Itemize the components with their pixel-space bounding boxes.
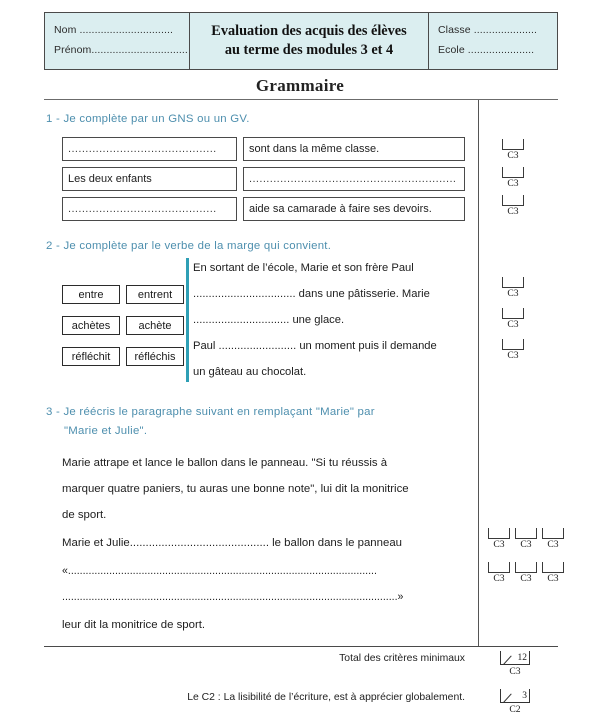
prenom-field-label[interactable]: Prénom................................ bbox=[54, 44, 188, 56]
exercise-1-row-1-right-text: sont dans la même classe. bbox=[249, 143, 380, 155]
exercise-2-mark-3[interactable] bbox=[501, 339, 525, 362]
exercise-1-mark-3-label: C3 bbox=[507, 206, 519, 217]
exercise-3-mark-r1c1-label: C3 bbox=[493, 539, 505, 550]
scoring-margin-divider bbox=[478, 100, 479, 647]
exercise-2-mark-2-label: C3 bbox=[507, 319, 519, 330]
exercise-3-number: 3 - bbox=[46, 406, 61, 418]
subject-title: Grammaire bbox=[255, 76, 345, 95]
exercise-2-text-line-3[interactable]: ............................... une glace. bbox=[193, 314, 345, 326]
exercise-2-number: 2 - bbox=[46, 240, 61, 252]
student-identity-table bbox=[44, 12, 558, 70]
total-criteria-label: Total des critères minimaux bbox=[339, 653, 465, 664]
score-bracket-icon bbox=[515, 562, 537, 573]
exercise-3-answer-line-1[interactable]: Marie et Julie............................................ le ballon dans le panneau bbox=[62, 537, 402, 549]
score-bracket-icon bbox=[502, 339, 524, 350]
exercise-2-instruction: Je complète par le verbe de la marge qui convient. bbox=[63, 240, 332, 252]
exercise-3-answer-line-4: leur dit la monitrice de sport. bbox=[62, 619, 206, 631]
exercise-3-heading bbox=[46, 404, 375, 421]
score-bracket-icon bbox=[502, 277, 524, 288]
exercise-1-row-1-left-text: ........................................... bbox=[68, 143, 217, 155]
exercise-3-mark-r1c2[interactable] bbox=[514, 528, 538, 551]
exercise-3-answer-line-3[interactable]: ..................................................................................................................» bbox=[62, 591, 404, 603]
exercise-2-text-line-1: En sortant de l’école, Marie et son frère Paul bbox=[193, 262, 414, 274]
c2-denominator: 3 bbox=[522, 691, 527, 701]
exercise-3-mark-r2c1[interactable] bbox=[487, 562, 511, 585]
exercise-1-mark-1[interactable] bbox=[501, 139, 525, 162]
exercise-3-mark-r2c2[interactable] bbox=[514, 562, 538, 585]
exercise-1-mark-2-label: C3 bbox=[507, 178, 519, 189]
c2-note-label: Le C2 : La lisibilité de l’écriture, est à apprécier globalement. bbox=[187, 692, 465, 703]
exercise-3-mark-r1c1[interactable] bbox=[487, 528, 511, 551]
exercise-1-row-2-left-text: Les deux enfants bbox=[68, 173, 152, 185]
footer-divider-rule bbox=[44, 646, 558, 647]
c2-score-box[interactable] bbox=[495, 689, 535, 716]
exercise-2-text-line-5: un gâteau au chocolat. bbox=[193, 366, 307, 378]
score-bracket-icon bbox=[515, 528, 537, 539]
verb-choice-reflechis[interactable]: réfléchis bbox=[126, 347, 184, 366]
exercise-1-number: 1 - bbox=[46, 113, 61, 125]
score-bracket-icon bbox=[502, 139, 524, 150]
score-bracket-icon bbox=[502, 195, 524, 206]
exercise-3-answer-line-2[interactable]: «......................................................................................................... bbox=[62, 565, 377, 577]
exercise-2-mark-3-label: C3 bbox=[507, 350, 519, 361]
exercise-3-mark-r1c2-label: C3 bbox=[520, 539, 532, 550]
exercise-1-row-3-left-text: ........................................... bbox=[68, 203, 217, 215]
exercise-2-text-line-2[interactable]: ................................. dans une pâtisserie. Marie bbox=[193, 288, 430, 300]
school-info-cell bbox=[429, 13, 557, 69]
student-name-cell bbox=[45, 13, 190, 69]
exercise-1-row-2-right-text: ............................................................ bbox=[249, 173, 457, 185]
ecole-field-label[interactable]: Ecole ...................... bbox=[438, 44, 535, 56]
score-bracket-icon bbox=[542, 562, 564, 573]
exercise-1-instruction: Je complète par un GNS ou un GV. bbox=[63, 113, 250, 125]
exercise-3-mark-r2c3-label: C3 bbox=[547, 573, 559, 584]
exercise-1-mark-1-label: C3 bbox=[507, 150, 519, 161]
exercise-3-instruction-line1: Je réécris le paragraphe suivant en remplaçant "Marie" par bbox=[63, 406, 375, 418]
exercise-3-mark-r2c3[interactable] bbox=[541, 562, 565, 585]
exercise-1-mark-2[interactable] bbox=[501, 167, 525, 190]
exercise-1-row-2-left bbox=[62, 167, 237, 191]
verb-choice-achetes[interactable]: achètes bbox=[62, 316, 120, 335]
verb-choice-entre[interactable]: entre bbox=[62, 285, 120, 304]
exercise-1-mark-3[interactable] bbox=[501, 195, 525, 218]
exercise-2-accent-bar bbox=[186, 258, 189, 382]
score-slash-icon bbox=[500, 689, 530, 703]
verb-choice-entrent[interactable]: entrent bbox=[126, 285, 184, 304]
exercise-1-heading bbox=[46, 111, 250, 128]
c2-criterion-label: C2 bbox=[509, 704, 521, 715]
header-divider-rule bbox=[44, 99, 558, 100]
exercise-3-mark-r2c1-label: C3 bbox=[493, 573, 505, 584]
exercise-2-mark-1[interactable] bbox=[501, 277, 525, 300]
document-title-line1: Evaluation des acquis des élèves bbox=[211, 22, 407, 39]
exercise-3-mark-r1c3-label: C3 bbox=[547, 539, 559, 550]
exercise-1-row-3-left[interactable] bbox=[62, 197, 237, 221]
exercise-2-mark-1-label: C3 bbox=[507, 288, 519, 299]
exercise-2-heading bbox=[46, 238, 331, 255]
score-slash-icon bbox=[500, 651, 530, 665]
document-title-line2: au terme des modules 3 et 4 bbox=[224, 42, 394, 58]
exercise-3-paragraph-line-2: marquer quatre paniers, tu auras une bonne note", lui dit la monitrice bbox=[62, 483, 409, 495]
exercise-3-instruction-line2: "Marie et Julie". bbox=[64, 425, 148, 437]
exercise-3-mark-r2c2-label: C3 bbox=[520, 573, 532, 584]
exercise-1-row-1-right bbox=[243, 137, 465, 161]
exercise-1-row-2-right[interactable] bbox=[243, 167, 465, 191]
verb-choice-achete[interactable]: achète bbox=[126, 316, 184, 335]
exercise-1-row-3-right bbox=[243, 197, 465, 221]
exercise-1-row-3-right-text: aide sa camarade à faire ses devoirs. bbox=[249, 203, 432, 215]
exercise-2-mark-2[interactable] bbox=[501, 308, 525, 331]
nom-field-label[interactable]: Nom ............................... bbox=[54, 24, 174, 37]
document-title-cell bbox=[190, 13, 429, 69]
total-criterion-label: C3 bbox=[509, 666, 521, 677]
classe-field-label[interactable]: Classe ..................... bbox=[438, 24, 538, 37]
exercise-3-paragraph-line-1: Marie attrape et lance le ballon dans le panneau. "Si tu réussis à bbox=[62, 457, 388, 469]
total-denominator: 12 bbox=[517, 653, 527, 663]
verb-choice-reflechit[interactable]: réfléchit bbox=[62, 347, 120, 366]
exercise-1-row-1-left[interactable] bbox=[62, 137, 237, 161]
exercise-3-mark-r1c3[interactable] bbox=[541, 528, 565, 551]
exercise-2-text-line-4[interactable]: Paul ......................... un moment puis il demande bbox=[193, 340, 437, 352]
exercise-3-paragraph-line-3: de sport. bbox=[62, 509, 107, 521]
total-score-box[interactable] bbox=[495, 651, 535, 678]
score-bracket-icon bbox=[488, 528, 510, 539]
score-bracket-icon bbox=[502, 167, 524, 178]
score-bracket-icon bbox=[502, 308, 524, 319]
score-bracket-icon bbox=[488, 562, 510, 573]
score-bracket-icon bbox=[542, 528, 564, 539]
